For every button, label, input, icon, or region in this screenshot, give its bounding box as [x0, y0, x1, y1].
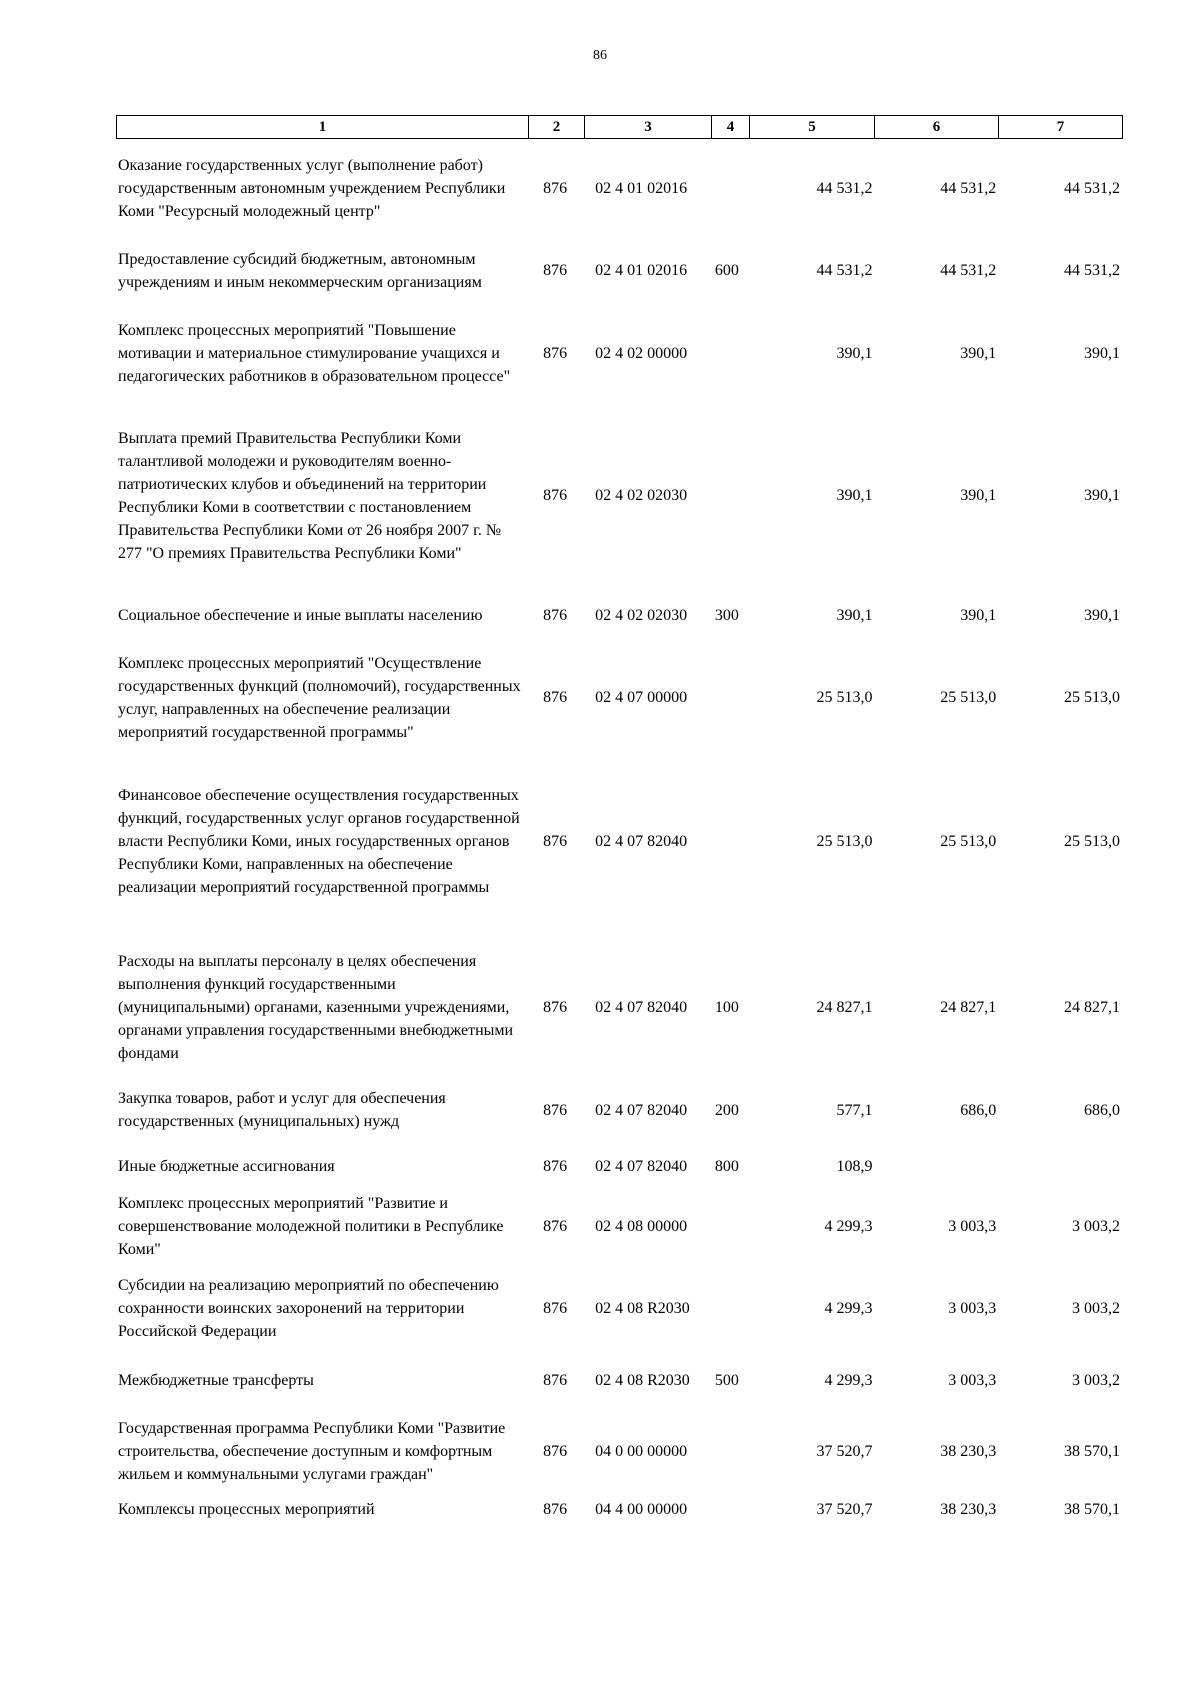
row-value-year1: 390,1: [836, 606, 873, 624]
header-col-4: 4: [712, 116, 750, 139]
row-value-year1: 577,1: [836, 1101, 873, 1119]
row-value-year1: 4 299,3: [824, 1372, 873, 1389]
table-row: [116, 415, 1120, 576]
row-name: Комплекс процессных мероприятий "Развитие и совершенствование молодежной политики в Республике Коми": [118, 1195, 504, 1258]
row-admin: 876: [543, 262, 568, 279]
row-name: Комплексы процессных мероприятий: [118, 1501, 375, 1518]
header-col-2: 2: [529, 116, 585, 139]
row-value-year1: 390,1: [836, 344, 873, 362]
row-value-year1: 37 520,7: [816, 1442, 873, 1460]
row-value-year3: 24 827,1: [1064, 998, 1121, 1016]
row-type: 100: [714, 998, 739, 1016]
row-name: Расходы на выплаты персоналу в целях обеспечения выполнения функций государственными (муниципальными) органами, казенными учреждениями, органами управления государственными внебюджетными фондами: [118, 952, 514, 1062]
row-value-year1: 44 531,2: [816, 262, 873, 279]
row-code: 02 4 02 02030: [595, 487, 688, 504]
row-code: 02 4 08 R2030: [595, 1372, 690, 1389]
row-admin: 876: [543, 1158, 568, 1175]
table-row: [116, 772, 1120, 910]
row-name: Межбюджетные трансферты: [118, 1372, 314, 1389]
row-value-year1: 108,9: [836, 1158, 873, 1175]
table-row: [116, 1155, 1120, 1178]
header-col-6: 6: [875, 116, 999, 139]
header-col-3: 3: [585, 116, 712, 139]
row-code: 02 4 08 R2030: [595, 1300, 690, 1317]
table-row: [116, 938, 1120, 1076]
row-name: Иные бюджетные ассигнования: [118, 1158, 335, 1175]
row-admin: 876: [543, 1300, 568, 1317]
row-value-year2: 25 513,0: [940, 832, 997, 850]
row-value-year3: 390,1: [1084, 344, 1121, 362]
row-code: 02 4 02 00000: [595, 344, 688, 362]
row-admin: 876: [543, 1218, 568, 1235]
row-type: 200: [714, 1101, 739, 1119]
row-type: 600: [714, 262, 739, 279]
row-admin: 876: [543, 344, 568, 362]
row-value-year3: 25 513,0: [1064, 689, 1121, 706]
row-value-year2: 44 531,2: [940, 262, 997, 279]
header-col-7: 7: [999, 116, 1123, 139]
row-admin: 876: [543, 1501, 568, 1518]
row-value-year1: 44 531,2: [816, 180, 873, 197]
header-col-5: 5: [750, 116, 875, 139]
row-name: Выплата премий Правительства Республики Коми талантливой молодежи и руководителям военно-патриотических клубов и объединений на территории Республики Коми в соответствии с постановлением Правительства Республики Коми от 26 ноября 2007 г. № 277 "О премиях Правительства Республики Коми": [118, 429, 502, 562]
row-value-year2: 3 003,3: [948, 1372, 997, 1389]
row-name: Комплекс процессных мероприятий "Осуществление государственных функций (полномочий), государственных услуг, направленных на обеспечение реализации мероприятий государственной программы": [118, 654, 521, 741]
row-admin: 876: [543, 606, 568, 624]
row-name: Комплекс процессных мероприятий "Повышение мотивации и материальное стимулирование учащихся и педагогических работников в образовательном процессе": [118, 321, 511, 385]
table-row: [116, 1369, 1120, 1392]
table-row: [116, 1274, 1120, 1343]
row-value-year1: 25 513,0: [816, 832, 873, 850]
row-value-year3: 44 531,2: [1064, 262, 1121, 279]
row-value-year2: 24 827,1: [940, 998, 997, 1016]
row-name: Субсидии на реализацию мероприятий по обеспечению сохранности воинских захоронений на территории Российской Федерации: [118, 1277, 499, 1340]
row-type: 800: [714, 1158, 739, 1175]
header-col-1: 1: [117, 116, 529, 139]
page-number: 86: [593, 48, 607, 63]
row-value-year2: 38 230,3: [940, 1442, 997, 1460]
row-name: Оказание государственных услуг (выполнение работ) государственным автономным учреждением Республики Коми "Ресурсный молодежный центр": [118, 157, 506, 220]
row-code: 02 4 01 02016: [595, 262, 688, 279]
row-code: 02 4 07 82040: [595, 832, 688, 850]
row-value-year2: 390,1: [960, 487, 997, 504]
row-value-year2: 44 531,2: [940, 180, 997, 197]
row-name: Предоставление субсидий бюджетным, автономным учреждениям и иным некоммерческим организациям: [118, 250, 482, 291]
table-header: [116, 115, 1123, 139]
row-value-year3: 3 003,2: [1072, 1300, 1121, 1317]
row-value-year3: 686,0: [1084, 1101, 1121, 1119]
table-row: [116, 1498, 1120, 1521]
row-value-year3: 3 003,2: [1072, 1372, 1121, 1389]
row-type: 500: [714, 1372, 739, 1389]
row-code: 02 4 02 02030: [595, 606, 688, 624]
row-value-year1: 390,1: [836, 487, 873, 504]
row-admin: 876: [543, 180, 568, 197]
row-code: 02 4 07 00000: [595, 689, 688, 706]
row-value-year1: 24 827,1: [816, 998, 873, 1016]
row-code: 02 4 07 82040: [595, 998, 688, 1016]
row-name: Государственная программа Республики Коми "Развитие строительства, обеспечение доступным и комфортным жильем и коммунальными услугами граждан": [118, 1419, 506, 1483]
row-value-year3: 390,1: [1084, 487, 1121, 504]
row-value-year1: 4 299,3: [824, 1300, 873, 1317]
row-value-year2: 3 003,3: [948, 1300, 997, 1317]
row-admin: 876: [543, 998, 568, 1016]
table-row: [116, 592, 1120, 638]
row-value-year2: 38 230,3: [940, 1501, 997, 1518]
row-name: Закупка товаров, работ и услуг для обеспечения государственных (муниципальных) нужд: [118, 1090, 446, 1130]
row-value-year3: 38 570,1: [1064, 1442, 1121, 1460]
table-row: [116, 1087, 1120, 1133]
row-name: Финансовое обеспечение осуществления государственных функций, государственных услуг органов государственной власти Республики Коми, иных государственных органов Республики Коми, направленных на обеспечение реализации мероприятий государственной программы: [118, 786, 520, 896]
row-admin: 876: [543, 1442, 568, 1460]
row-code: 04 0 00 00000: [595, 1442, 688, 1460]
row-admin: 876: [543, 689, 568, 706]
table-row: [116, 1405, 1120, 1497]
row-admin: 876: [543, 832, 568, 850]
row-value-year3: 3 003,2: [1072, 1218, 1121, 1235]
row-type: 300: [714, 606, 739, 624]
row-value-year2: 390,1: [960, 344, 997, 362]
table-row: [116, 154, 1120, 223]
row-value-year3: 25 513,0: [1064, 832, 1121, 850]
row-value-year3: 38 570,1: [1064, 1501, 1121, 1518]
table-row: [116, 640, 1120, 755]
row-value-year2: 3 003,3: [948, 1218, 997, 1235]
row-admin: 876: [543, 487, 568, 504]
row-code: 02 4 08 00000: [595, 1218, 688, 1235]
row-code: 02 4 07 82040: [595, 1101, 688, 1119]
table-row: [116, 1192, 1120, 1261]
row-admin: 876: [543, 1101, 568, 1119]
row-value-year3: 44 531,2: [1064, 180, 1121, 197]
table-row: [116, 236, 1120, 305]
table-row: [116, 307, 1120, 399]
row-value-year2: 25 513,0: [940, 689, 997, 706]
row-value-year1: 4 299,3: [824, 1218, 873, 1235]
row-value-year2: 390,1: [960, 606, 997, 624]
row-admin: 876: [543, 1372, 568, 1389]
row-value-year1: 37 520,7: [816, 1501, 873, 1518]
row-value-year2: 686,0: [960, 1101, 997, 1119]
row-value-year1: 25 513,0: [816, 689, 873, 706]
row-code: 02 4 01 02016: [595, 180, 688, 197]
row-code: 04 4 00 00000: [595, 1501, 688, 1518]
row-name: Социальное обеспечение и иные выплаты населению: [118, 606, 483, 624]
row-code: 02 4 07 82040: [595, 1158, 688, 1175]
row-value-year3: 390,1: [1084, 606, 1121, 624]
